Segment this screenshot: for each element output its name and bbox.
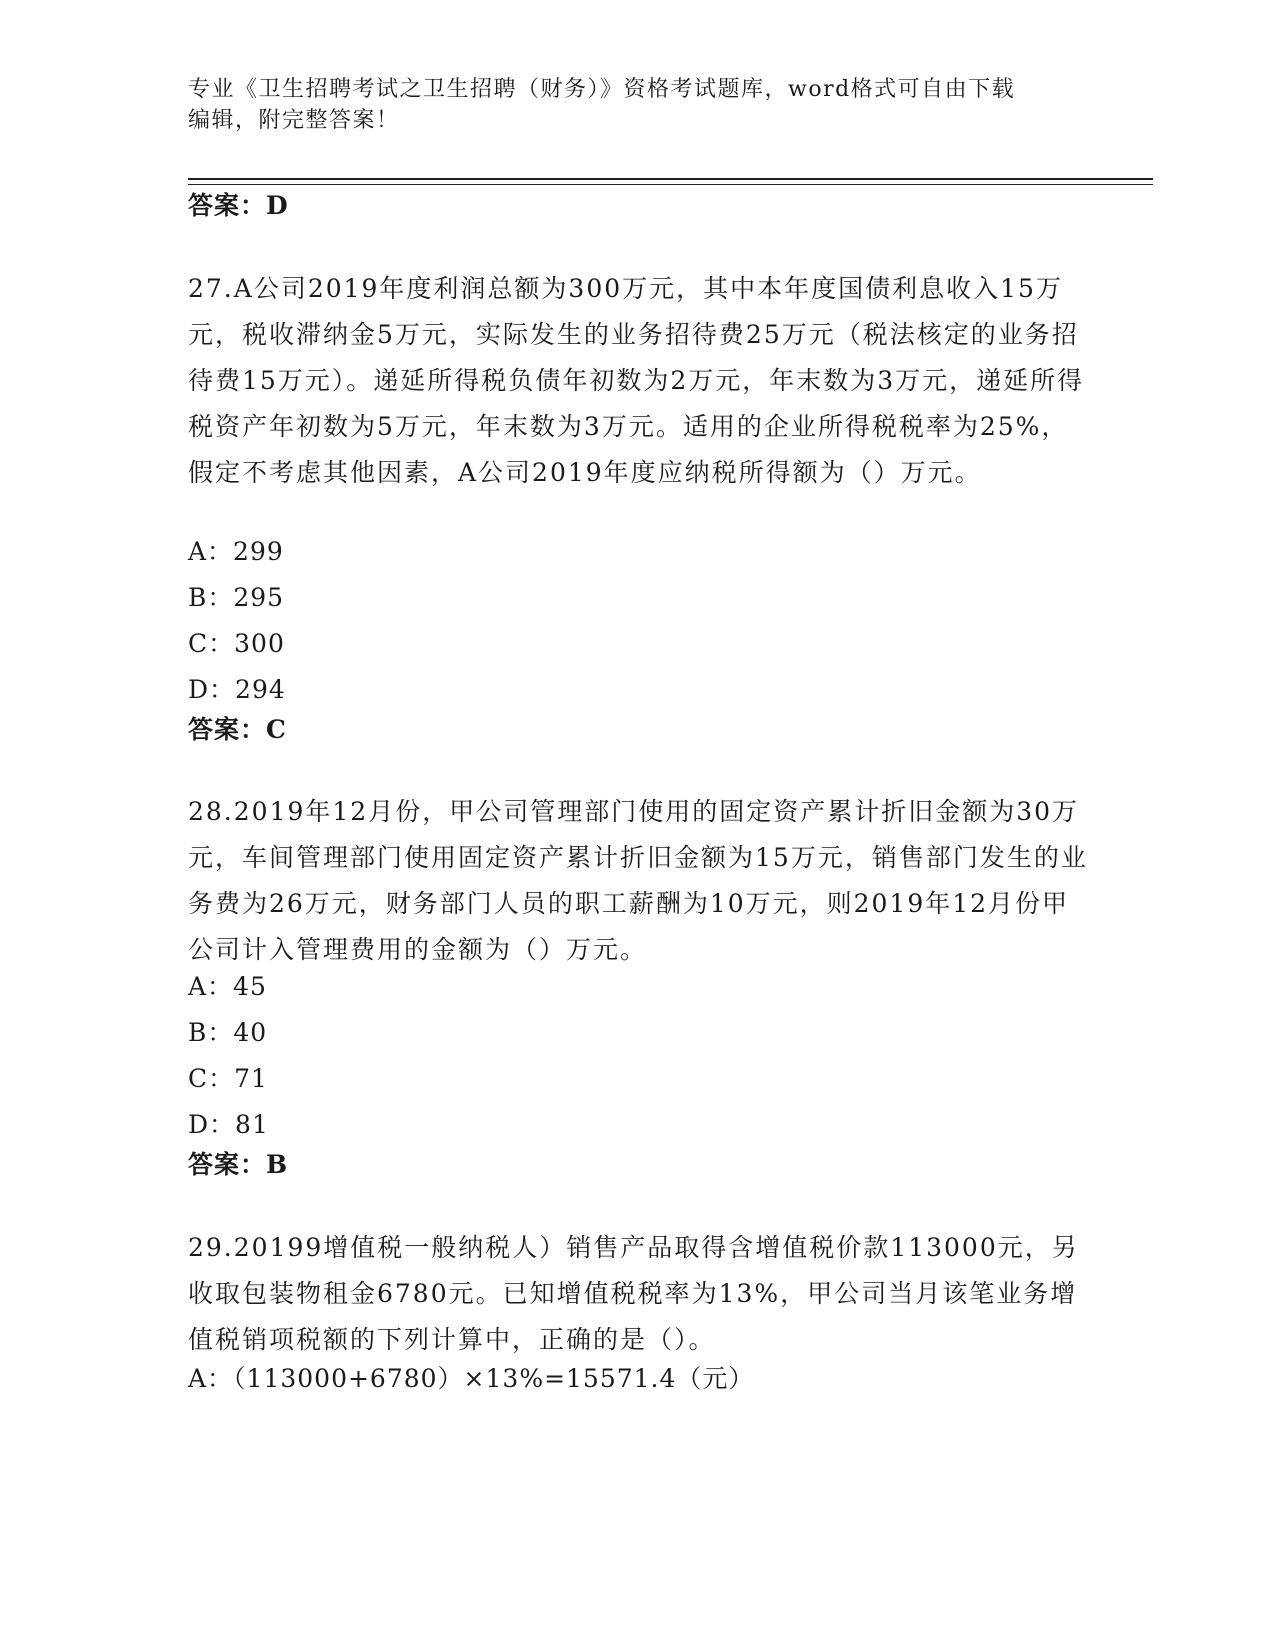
- header-divider-thick: [188, 178, 1153, 180]
- option-27-d: D：294: [188, 675, 286, 704]
- options-27: [188, 529, 286, 713]
- option-27-c: C：300: [188, 629, 285, 658]
- option-27-b: B：295: [188, 583, 285, 612]
- options-29: [188, 1356, 754, 1402]
- question-28: 28.2019年12月份，甲公司管理部门使用的固定资产累计折旧金额为30万元，车间管理部门使用固定资产累计折旧金额为15万元，销售部门发生的业务费为26万元，财务部门人员的职工薪酬为10万元，则2019年12月份甲公司计入管理费用的金额为（）万元。: [188, 797, 1088, 964]
- answer-26: 答案：D: [188, 191, 289, 220]
- option-28-b: B：40: [188, 1018, 268, 1047]
- answer-27: 答案：C: [188, 715, 287, 744]
- options-28: [188, 964, 269, 1148]
- question-29: 29.20199增值税一般纳税人）销售产品取得含增值税价款113000元，另收取包装物租金6780元。已知增值税税率为13%，甲公司当月该笔业务增值税销项税额的下列计算中，正确的是（）。: [188, 1233, 1079, 1354]
- question-27: 27.A公司2019年度利润总额为300万元，其中本年度国债利息收入15万元，税收滞纳金5万元，实际发生的业务招待费25万元（税法核定的业务招待费15万元）。递延所得税负债年初数为2万元，年末数为3万元，递延所得税资产年初数为5万元，年末数为3万元。适用的企业所得税税率为25%，假定不考虑其他因素，A公司2019年度应纳税所得额为（）万元。: [188, 274, 1085, 487]
- option-27-a: A：299: [188, 537, 284, 566]
- header-line-1: 专业《卫生招聘考试之卫生招聘（财务）》资格考试题库，word格式可自由下载: [188, 77, 1016, 102]
- option-29-a: A：（113000+6780）×13%=15571.4（元）: [188, 1364, 755, 1393]
- header-divider-thin: [188, 184, 1153, 185]
- option-28-c: C：71: [188, 1064, 268, 1093]
- option-28-d: D：81: [188, 1110, 269, 1139]
- answer-28: 答案：B: [188, 1150, 289, 1179]
- option-28-a: A：45: [188, 972, 267, 1001]
- header-line-2: 编辑，附完整答案！: [188, 108, 400, 133]
- document-header: [188, 74, 1088, 136]
